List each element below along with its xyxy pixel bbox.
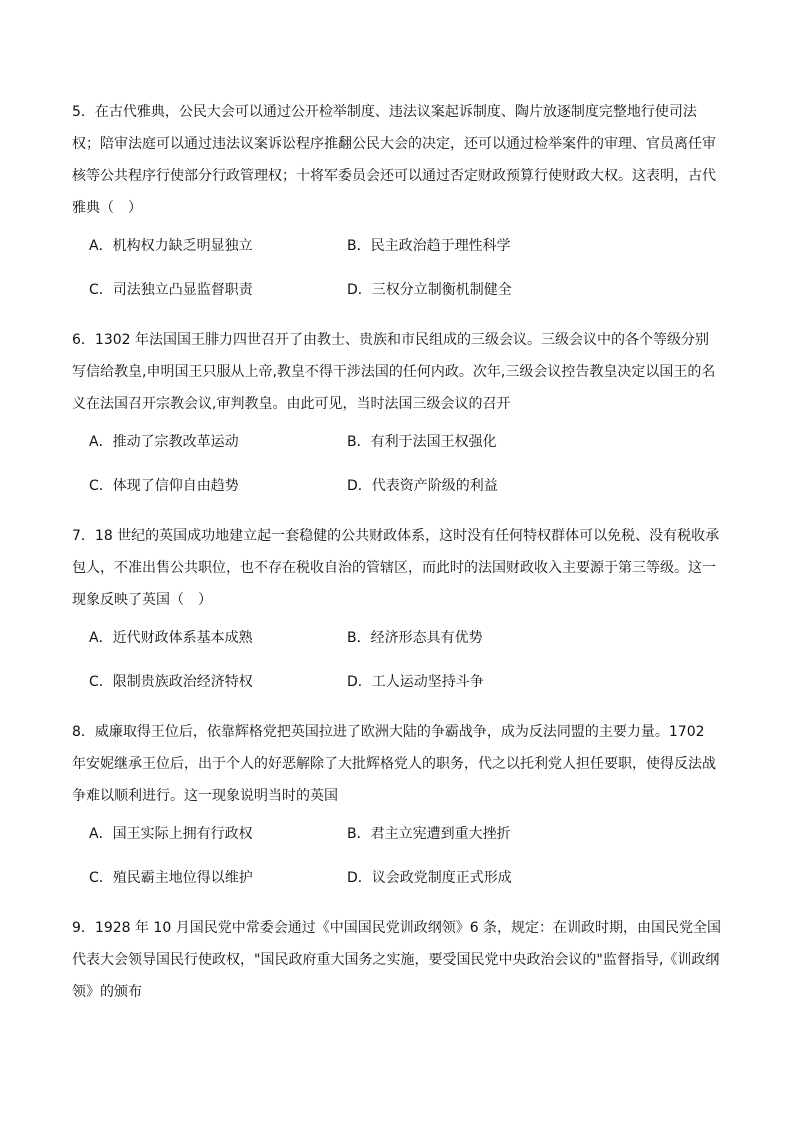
options-grid — [72, 628, 722, 716]
option-d[interactable]: D．三权分立制衡机制健全 — [347, 282, 512, 298]
options-grid — [72, 824, 722, 912]
options-grid — [72, 432, 722, 520]
option-b[interactable]: B．经济形态具有优势 — [347, 630, 483, 646]
option-c[interactable]: C．体现了信仰自由趋势 — [89, 478, 239, 494]
option-b[interactable]: B．民主政治趋于理性科学 — [347, 238, 511, 254]
option-c[interactable]: C．司法独立凸显监督职责 — [89, 282, 253, 298]
question-stem: 8．威廉取得王位后，依靠辉格党把英国拉进了欧洲大陆的争霸战争，成为反法同盟的主要力量。1702 年安妮继承王位后，出于个人的好恶解除了大批辉格党人的职务，代之以托利党人担任要职，使得反法战争难以顺利进行。这一现象说明当时的英国 — [72, 724, 716, 804]
question-6 — [72, 324, 722, 520]
question-8 — [72, 716, 722, 912]
question-stem: 9．1928 年 10 月国民党中常委会通过《中国国民党训政纲领》6 条，规定：在训政时期，由国民党全国代表大会领导国民行使政权，"国民政府重大国务之实施，要受国民党中央政治会议的"监督指导,《训政纲领》的颁布 — [72, 920, 722, 1000]
option-b[interactable]: B．有利于法国王权强化 — [347, 434, 497, 450]
question-9 — [72, 912, 722, 1008]
question-7 — [72, 520, 722, 716]
option-d[interactable]: D．工人运动坚持斗争 — [347, 674, 484, 690]
question-stem: 7．18 世纪的英国成功地建立起一套稳健的公共财政体系，这时没有任何特权群体可以免税、没有税收承包人，不准出售公共职位，也不存在税收自治的管辖区，而此时的法国财政收入主要源于第三等级。这一现象反映了英国（ ） — [72, 528, 720, 608]
options-grid — [72, 236, 722, 324]
option-a[interactable]: A．近代财政体系基本成熟 — [89, 630, 253, 646]
option-a[interactable]: A．推动了宗教改革运动 — [89, 434, 239, 450]
question-stem: 5．在古代雅典，公民大会可以通过公开检举制度、违法议案起诉制度、陶片放逐制度完整地行使司法权；陪审法庭可以通过违法议案诉讼程序推翻公民大会的决定，还可以通过检举案件的审理、官员离任审核等公共程序行使部分行政管理权；十将军委员会还可以通过否定财政预算行使财政大权。这表明，古代雅典（ ） — [72, 104, 716, 216]
option-d[interactable]: D．议会政党制度正式形成 — [347, 870, 512, 886]
option-b[interactable]: B．君主立宪遭到重大挫折 — [347, 826, 511, 842]
option-c[interactable]: C．限制贵族政治经济特权 — [89, 674, 253, 690]
option-d[interactable]: D．代表资产阶级的利益 — [347, 478, 498, 494]
question-stem: 6．1302 年法国国王腓力四世召开了由教士、贵族和市民组成的三级会议。三级会议中的各个等级分别写信给教皇,申明国王只服从上帝,教皇不得干涉法国的任何内政。次年,三级会议控告教皇决定以国王的名义在法国召开宗教会议,审判教皇。由此可见，当时法国三级会议的召开 — [72, 332, 716, 412]
question-5 — [72, 96, 722, 324]
option-a[interactable]: A．机构权力缺乏明显独立 — [89, 238, 253, 254]
option-a[interactable]: A．国王实际上拥有行政权 — [89, 826, 253, 842]
option-c[interactable]: C．殖民霸主地位得以维护 — [89, 870, 253, 886]
